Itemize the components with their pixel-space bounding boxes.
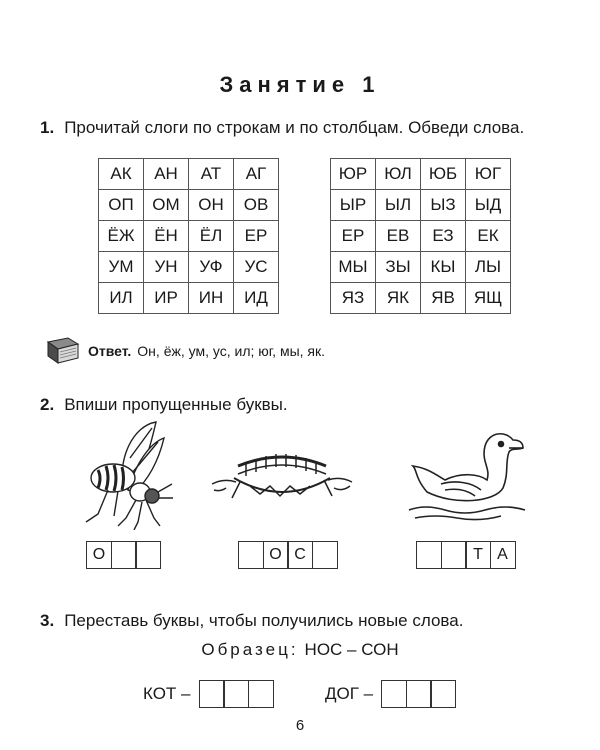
letter-box[interactable] bbox=[406, 680, 432, 708]
puzzle-word: ДОГ – bbox=[325, 684, 374, 703]
syllable-cell[interactable]: УС bbox=[234, 252, 279, 283]
puzzle-kot bbox=[143, 680, 274, 708]
book-icon bbox=[42, 336, 82, 366]
letter-box[interactable] bbox=[312, 541, 338, 569]
task-3-text: Переставь буквы, чтобы получились новые слова. bbox=[64, 611, 464, 630]
syllable-cell[interactable]: ИН bbox=[189, 283, 234, 314]
letter-box[interactable]: О bbox=[86, 541, 112, 569]
syllable-cell[interactable]: ЕР bbox=[331, 221, 376, 252]
letter-box[interactable] bbox=[135, 541, 161, 569]
syllable-cell[interactable]: АГ bbox=[234, 159, 279, 190]
syllable-grid-left bbox=[98, 158, 279, 314]
syllable-cell[interactable]: ЕК bbox=[466, 221, 511, 252]
syllable-grid-right bbox=[330, 158, 511, 314]
syllable-cell[interactable]: УН bbox=[144, 252, 189, 283]
syllable-cell[interactable]: ОН bbox=[189, 190, 234, 221]
letter-box[interactable]: С bbox=[287, 541, 313, 569]
letter-box[interactable] bbox=[430, 680, 456, 708]
syllable-cell[interactable]: ЫР bbox=[331, 190, 376, 221]
task-1-heading bbox=[40, 118, 524, 138]
letter-box[interactable] bbox=[381, 680, 407, 708]
answer-label: Ответ. bbox=[88, 343, 132, 359]
syllable-cell[interactable]: ЁЖ bbox=[99, 221, 144, 252]
syllable-cell[interactable]: ИЛ bbox=[99, 283, 144, 314]
letter-box[interactable]: А bbox=[490, 541, 516, 569]
sample-label: Образец: bbox=[201, 640, 299, 659]
syllable-cell[interactable]: ЕР bbox=[234, 221, 279, 252]
syllable-cell[interactable]: ЫЗ bbox=[421, 190, 466, 221]
page-number: 6 bbox=[295, 717, 305, 734]
syllable-cell[interactable]: ЮГ bbox=[466, 159, 511, 190]
task-1-text: Прочитай слоги по строкам и по столбцам. Обведи слова. bbox=[64, 118, 525, 137]
syllable-cell[interactable]: ЗЫ bbox=[376, 252, 421, 283]
syllable-cell[interactable]: ЕВ bbox=[376, 221, 421, 252]
letter-box[interactable] bbox=[199, 680, 225, 708]
puzzle-dog bbox=[325, 680, 456, 708]
wasp-picture bbox=[78, 418, 178, 530]
task-2-number: 2. bbox=[40, 395, 55, 414]
syllable-cell[interactable]: ЮЛ bbox=[376, 159, 421, 190]
syllable-cell[interactable]: ОМ bbox=[144, 190, 189, 221]
answer-text: Он, ёж, ум, ус, ил; юг, мы, як. bbox=[137, 343, 326, 359]
letter-box[interactable]: О bbox=[263, 541, 289, 569]
letter-box[interactable]: Т bbox=[465, 541, 491, 569]
syllable-cell[interactable]: ЯК bbox=[376, 283, 421, 314]
task-1-number: 1. bbox=[40, 118, 55, 137]
syllable-cell[interactable]: ЕЗ bbox=[421, 221, 466, 252]
syllable-cell[interactable]: ИР bbox=[144, 283, 189, 314]
duck-picture bbox=[405, 418, 530, 530]
syllable-cell[interactable]: ЯВ bbox=[421, 283, 466, 314]
sample-text: НОС – СОН bbox=[304, 640, 399, 659]
syllable-cell[interactable]: МЫ bbox=[331, 252, 376, 283]
word-boxes-wasp bbox=[86, 541, 161, 569]
puzzle-word: КОТ – bbox=[143, 684, 191, 703]
syllable-cell[interactable]: АК bbox=[99, 159, 144, 190]
syllable-cell[interactable]: ОВ bbox=[234, 190, 279, 221]
syllable-cell[interactable]: УФ bbox=[189, 252, 234, 283]
task-2-text: Впиши пропущенные буквы. bbox=[64, 395, 288, 414]
letter-box[interactable] bbox=[111, 541, 137, 569]
word-boxes-bridge bbox=[238, 541, 338, 569]
syllable-cell[interactable]: КЫ bbox=[421, 252, 466, 283]
task-2-heading bbox=[40, 395, 288, 415]
syllable-cell[interactable]: ИД bbox=[234, 283, 279, 314]
syllable-cell[interactable]: УМ bbox=[99, 252, 144, 283]
syllable-cell[interactable]: АН bbox=[144, 159, 189, 190]
bridge-picture bbox=[210, 418, 355, 530]
sample-line bbox=[0, 640, 600, 660]
word-boxes-duck bbox=[416, 541, 516, 569]
syllable-cell[interactable]: ЫД bbox=[466, 190, 511, 221]
syllable-cell[interactable]: ЛЫ bbox=[466, 252, 511, 283]
syllable-cell[interactable]: ЯЩ bbox=[466, 283, 511, 314]
task-3-heading bbox=[40, 611, 463, 631]
task-3-number: 3. bbox=[40, 611, 55, 630]
syllable-cell[interactable]: АТ bbox=[189, 159, 234, 190]
letter-box[interactable] bbox=[223, 680, 249, 708]
syllable-cell[interactable]: ЮБ bbox=[421, 159, 466, 190]
syllable-cell[interactable]: ЁЛ bbox=[189, 221, 234, 252]
answer-line bbox=[42, 335, 325, 367]
syllable-cell[interactable]: ОП bbox=[99, 190, 144, 221]
page-title: Занятие 1 bbox=[219, 72, 381, 97]
letter-box[interactable] bbox=[416, 541, 442, 569]
syllable-cell[interactable]: ЫЛ bbox=[376, 190, 421, 221]
letter-box[interactable] bbox=[238, 541, 264, 569]
letter-box[interactable] bbox=[441, 541, 467, 569]
syllable-cell[interactable]: ЯЗ bbox=[331, 283, 376, 314]
letter-box[interactable] bbox=[248, 680, 274, 708]
syllable-cell[interactable]: ЁН bbox=[144, 221, 189, 252]
syllable-cell[interactable]: ЮР bbox=[331, 159, 376, 190]
